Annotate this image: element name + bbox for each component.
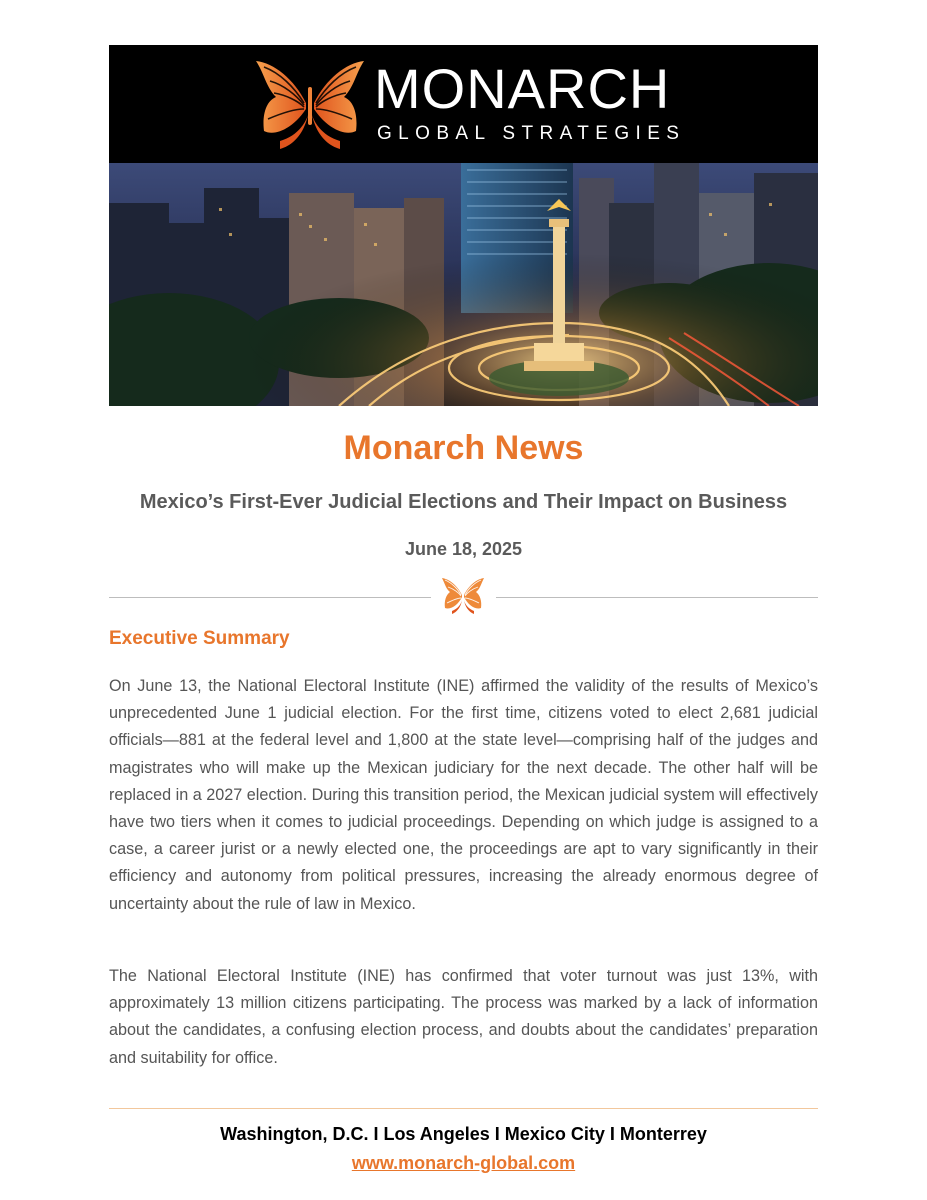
butterfly-icon [441,575,485,615]
divider-rule-left [109,597,431,598]
newsletter-title: Monarch News [343,429,584,467]
brand-name: MONARCH [374,57,671,120]
header-banner [109,45,818,163]
article-headline: Mexico’s First-Ever Judicial Elections and Their Impact on Business [139,491,788,513]
footer-office-locations: Washington, D.C. I Los Angeles I Mexico City I Monterrey [220,1124,707,1144]
city-skyline-photo [109,163,818,406]
summary-paragraph-1: On June 13, the National Electoral Institute (INE) affirmed the validity of the results of Mexico’s unprecedented June 1 judicial election. For the first time, citizens voted to elect 2,681 judicial officials—881 at the federal level and 1,800 at the state level—comprising half of the judges and magistrates who will make up the Mexican judiciary for the next decade. The other half will be replaced in a 2027 election. During this transition period, the Mexican judicial system will effectively have two tiers when it comes to judicial proceedings. Depending on which judge is assigned to a case, a career jurist or a newly elected one, the proceedings are apt to vary significantly in their efficiency and autonomy from political pressures, increasing the already enormous degree of uncertainty about the rule of law in Mexico. [109,677,818,913]
summary-paragraph-2: The National Electoral Institute (INE) has confirmed that voter turnout was just 13%, with approximately 13 million citizens participating. The process was marked by a lack of information about the candidates, a confusing election process, and doubts about the candidates’ preparation and suitability for office. [109,967,818,1067]
hero-photo [109,163,818,406]
brand-tagline: GLOBAL STRATEGIES [377,123,686,144]
publication-date: June 18, 2025 [404,539,523,559]
footer-rule [109,1108,818,1109]
website-link[interactable]: www.monarch-global.com [351,1153,576,1173]
butterfly-icon [254,57,366,153]
footer-website [0,1150,927,1176]
section-heading: Executive Summary [109,628,290,649]
divider-rule-right [496,597,818,598]
